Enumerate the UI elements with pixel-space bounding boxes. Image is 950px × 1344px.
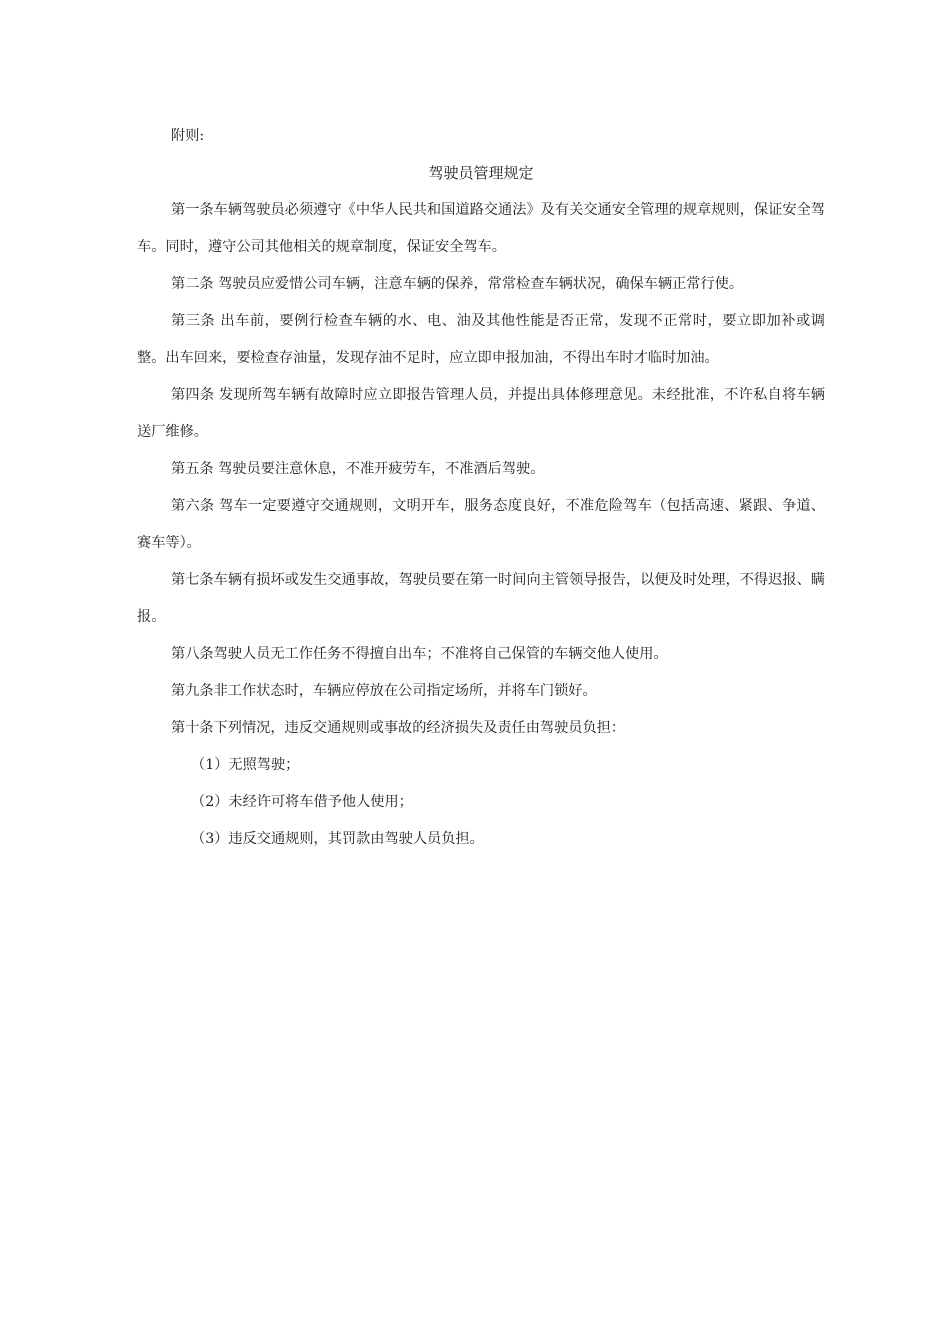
article-2: 第二条 驾驶员应爱惜公司车辆，注意车辆的保养，常常检查车辆状况，确保车辆正常行使。	[171, 276, 744, 292]
article-10: 第十条下列情况，违反交通规则或事故的经济损失及责任由驾驶员负担：	[171, 720, 626, 736]
document-title: 驾驶员管理规定	[428, 164, 534, 182]
article-1: 第一条车辆驾驶员必须遵守《中华人民共和国道路交通法》及有关交通安全管理的规章规则，保证安全驾车。同时，遵守公司其他相关的规章制度，保证安全驾车。	[137, 202, 825, 255]
article-3: 第三条 出车前，要例行检查车辆的水、电、油及其他性能是否正常，发现不正常时，要立即加补或调整。出车回来，要检查存油量，发现存油不足时，应立即申报加油，不得出车时才临时加油。	[137, 313, 825, 366]
article-5: 第五条 驾驶员要注意休息，不准开疲劳车，不准酒后驾驶。	[171, 461, 545, 477]
list-item-3: （3）违反交通规则，其罚款由驾驶人员负担。	[191, 831, 484, 847]
list-item-1: （1）无照驾驶；	[191, 757, 300, 773]
document-body	[137, 118, 825, 858]
article-4: 第四条 发现所驾车辆有故障时应立即报告管理人员，并提出具体修理意见。未经批准，不许私自将车辆送厂维修。	[137, 387, 825, 440]
preface-label: 附则:	[171, 128, 205, 144]
article-9: 第九条非工作状态时，车辆应停放在公司指定场所，并将车门锁好。	[171, 683, 597, 699]
article-7: 第七条车辆有损坏或发生交通事故，驾驶员要在第一时间向主管领导报告，以便及时处理，不得迟报、瞒报。	[137, 572, 825, 625]
article-6: 第六条 驾车一定要遵守交通规则，文明开车，服务态度良好，不准危险驾车（包括高速、紧跟、争道、赛车等）。	[137, 498, 825, 551]
list-item-2: （2）未经许可将车借予他人使用；	[191, 794, 413, 810]
article-8: 第八条驾驶人员无工作任务不得擅自出车；不准将自己保管的车辆交他人使用。	[171, 646, 668, 662]
